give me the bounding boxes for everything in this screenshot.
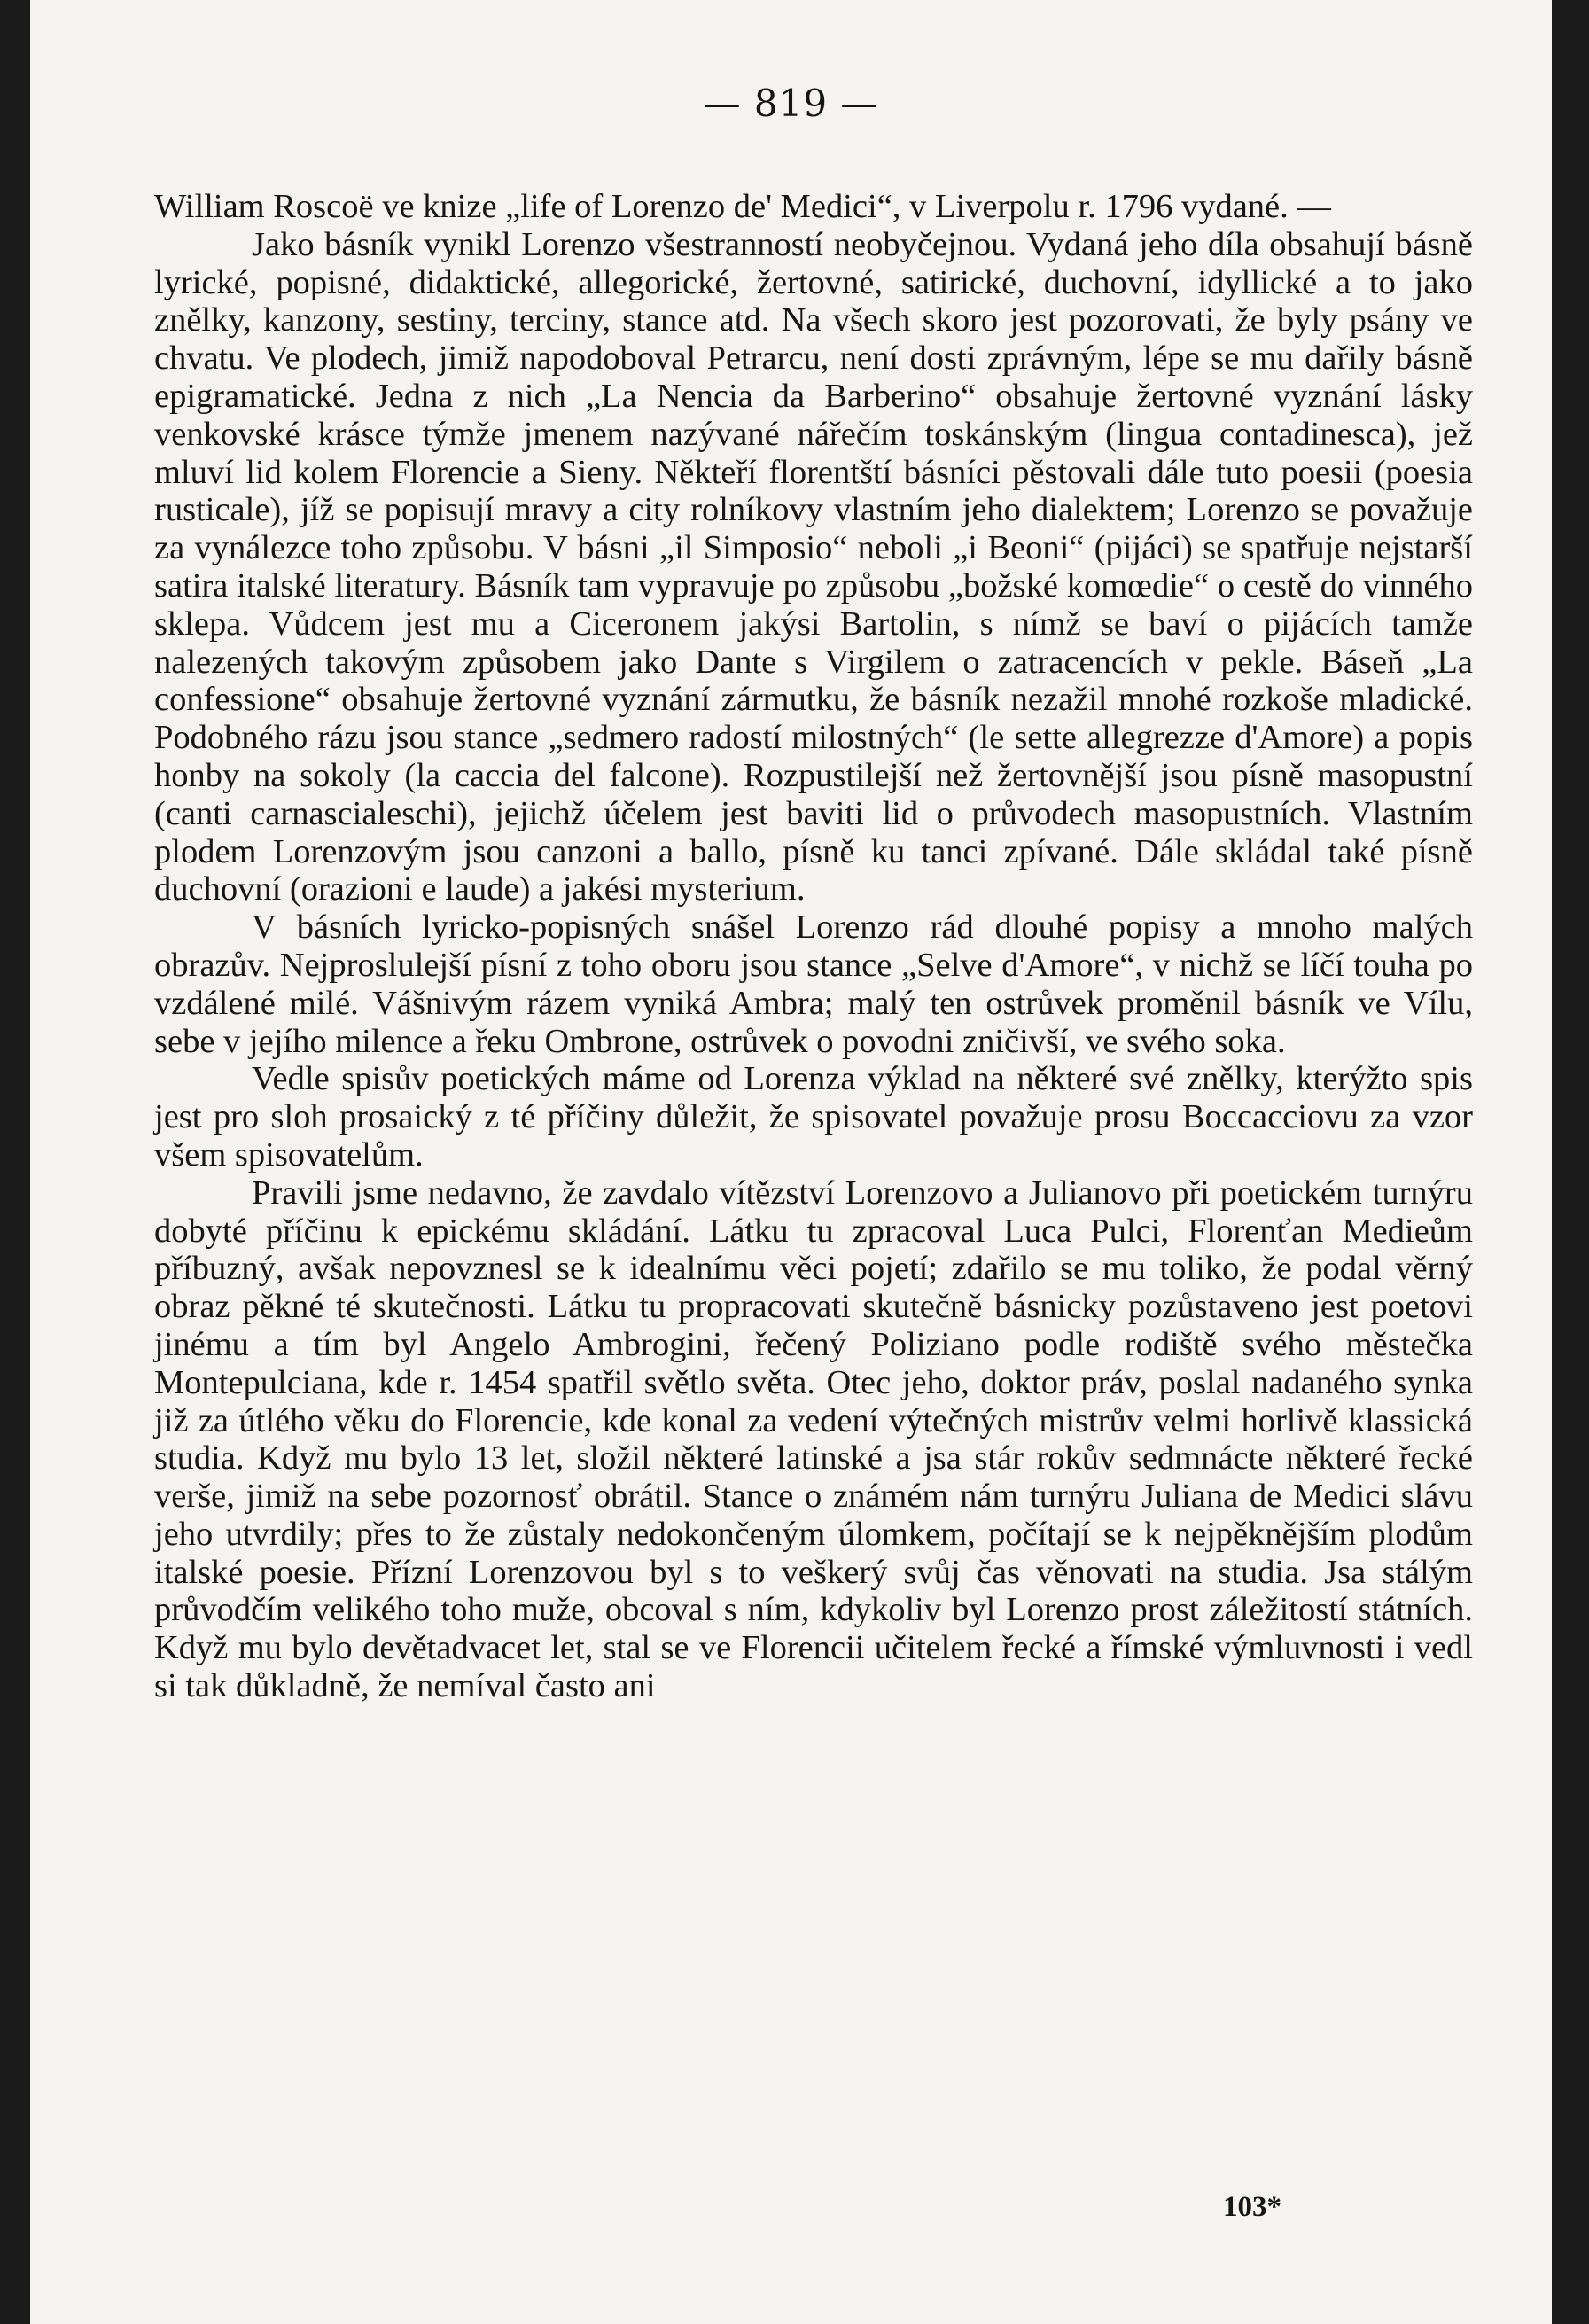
page-number: — 819 — bbox=[703, 82, 879, 125]
paragraph: William Roscoë ve knize „life of Lorenzo de' Medici“, v Liverpolu r. 1796 vydané. — bbox=[154, 188, 1331, 225]
paragraph: Pravili jsme nedavno, že zavdalo vítězství Lorenzovo a Julianovo při poetickém turnýru dobyté příčinu k epickému skládání. Látku tu zpracoval Luca Pulci, Florenťan Medieům příbuzný, avšak nepovznesl se k idealnímu věci pojetí; zdařilo se mu toliko, že podal věrný obraz pěkné té skutečnosti. Látku tu propracovati skutečně básnicky pozůstaveno jest poetovi jinému a tím byl Angelo Ambrogini, řečený Poliziano podle rodiště svého městečka Montepulciana, kde r. 1454 spatřil světlo světa. Otec jeho, doktor práv, poslal nadaného synka již za útlého věku do Florencie, kde konal za vedení výtečných mistrův velmi horlivě klassická studia. Když mu bylo 13 let, složil některé latinské a jsa stár rokův sedmnácte některé řecké verše, jimiž na sebe pozornosť obrátil. Stance o známém nám turnýru Juliana de Medici slávu jeho utvrdily; přes to že zůstaly nedokončeným úlomkem, počítají se k nejpěknějším plodům italské poesie. Přízní Lorenzovou byl s to veškerý svůj čas věnovati na studia. Jsa stálým průvodčím velikého toho muže, obcoval s ním, kdykoliv byl Lorenzo prost záležitostí státních. Když mu bylo devětadvacet let, stal se ve Florencii učitelem řecké a římské výmluvnosti i vedl si tak důkladně, že nemíval často ani bbox=[154, 1174, 1473, 1705]
paragraph: V básních lyricko-popisných snášel Lorenzo rád dlouhé popisy a mnoho malých obrazův. Nejproslulejší písní z toho oboru jsou stance „Selve d'Amore“, v nichž se líčí touha po vzdálené milé. Vášnivým rázem vyniká Ambra; malý ten ostrůvek proměnil básník ve Vílu, sebe v jejího milence a řeku Ombrone, ostrůvek o povodni zničivší, ve svého soka. bbox=[154, 909, 1473, 1060]
paragraph: Jako básník vynikl Lorenzo všestranností neobyčejnou. Vydaná jeho díla obsahují básně lyrické, popisné, didaktické, allegorické, žertovné, satirické, duchovní, idyllické a to jako znělky, kanzony, sestiny, terciny, stance atd. Na všech skoro jest pozorovati, že byly psány ve chvatu. Ve plodech, jimiž napodoboval Petrarcu, není dosti zprávným, lépe se mu dařily básně epigramatické. Jedna z nich „La Nencia da Barberino“ obsahuje žertovné vyznání lásky venkovské krásce týmže jmenem nazývané nářečím toskánským (lingua contadinesca), jež mluví lid kolem Florencie a Sieny. Někteří florentští básníci pěstovali dále tuto poesii (poesia rusticale), jíž se popisují mravy a city rolníkovy vlastním jeho dialektem; Lorenzo se považuje za vynálezce toho způsobu. V básni „il Simposio“ neboli „i Beoni“ (pijáci) se spatřuje nejstarší satira italské literatury. Básník tam vypravuje po způsobu „božské komœdie“ o cestě do vinného sklepa. Vůdcem jest mu a Ciceronem jakýsi Bartolin, s nímž se baví o pijácích tamže nalezených takovým způsobem jako Dante s Virgilem o zatracencích v pekle. Báseň „La confessione“ obsahuje žertovné vyznání zármutku, že básník nezažil mnohé rozkoše mladické. Podobného rázu jsou stance „sedmero radostí milostných“ (le sette allegrezze d'Amore) a popis honby na sokoly (la caccia del falcone). Rozpustilejší než žertovnější jsou písně masopustní (canti carnascialeschi), jejichž účelem jest baviti lid o průvodech masopustních. Vlastním plodem Lorenzovým jsou canzoni a ballo, písně ku tanci zpívané. Dále skládal také písně duchovní (orazioni e laude) a jakési mysterium. bbox=[154, 225, 1473, 909]
body-text bbox=[154, 188, 1473, 1705]
signature-mark: 103* bbox=[1223, 2191, 1281, 2223]
paragraph: Vedle spisův poetických máme od Lorenza výklad na některé své znělky, kterýžto spis jest pro sloh prosaický z té příčiny důležit, že spisovatel považuje prosu Boccacciovu za vzor všem spisovatelům. bbox=[154, 1060, 1473, 1174]
book-page bbox=[30, 0, 1552, 2324]
